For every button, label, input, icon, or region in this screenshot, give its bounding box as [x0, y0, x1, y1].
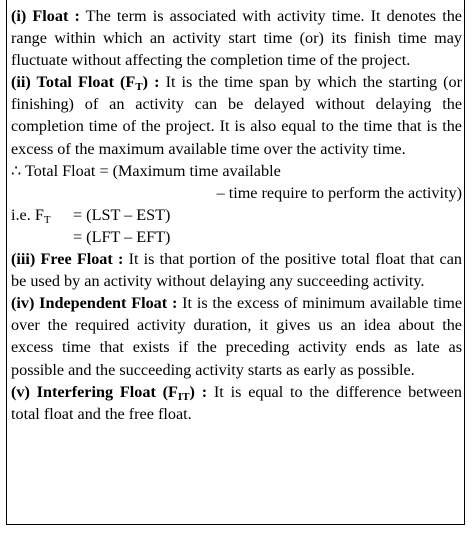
free-float-paragraph: [11, 248, 462, 292]
free-float-heading: (iii) Free Float :: [11, 250, 124, 269]
total-float-paragraph: [11, 71, 462, 159]
interfering-float-text: It is equal to the difference between total float and the free float.: [11, 382, 463, 423]
formula-ie-label: i.e. $F_T$: [11, 205, 51, 226]
interfering-float-paragraph: [11, 381, 462, 425]
formula-eq-1: = (LST – EST): [73, 205, 171, 224]
independent-float-heading: (iv) Independent Float :: [11, 294, 178, 313]
interfering-float-heading: (v) Interfering Float $(F_{IT})$ :: [11, 382, 208, 403]
formula-eq-2: = (LFT – EFT): [73, 227, 171, 246]
independent-float-text: It is the excess of minimum available time over the required activity duration, it gives us an idea about the excess time that exists if the preceding activity ends as late as possible and the succeeding activity starts as early as possible.: [11, 294, 463, 379]
free-float-text: It is that portion of the positive total float that can be used by an activity without delaying any succeeding activity.: [11, 250, 462, 291]
float-text: The term is associated with activity time. It denotes the range within which an activity start time (or) its finish time may fluctuate without affecting the completion time of the project.: [11, 7, 462, 70]
formula-line-1: ∴ Total Float = (Maximum time available: [11, 161, 281, 180]
float-paragraph: [11, 5, 462, 71]
formula-line-2: – time require to perform the activity): [216, 183, 462, 202]
formula-eq-row-1: [11, 204, 462, 226]
definitions-box: [6, 0, 465, 525]
total-float-text: It is the time span by which the starting (or finishing) of an activity can be delayed without delaying the completion time of the project. It is also equal to the time that is the excess of the maximum available time over the activity time.: [11, 73, 463, 158]
float-heading: (i) Float :: [11, 7, 80, 25]
independent-float-paragraph: [11, 292, 462, 380]
total-float-heading: (ii) Total Float $(F_T)$ :: [11, 73, 160, 94]
formula-eq-row-2: [11, 226, 462, 248]
